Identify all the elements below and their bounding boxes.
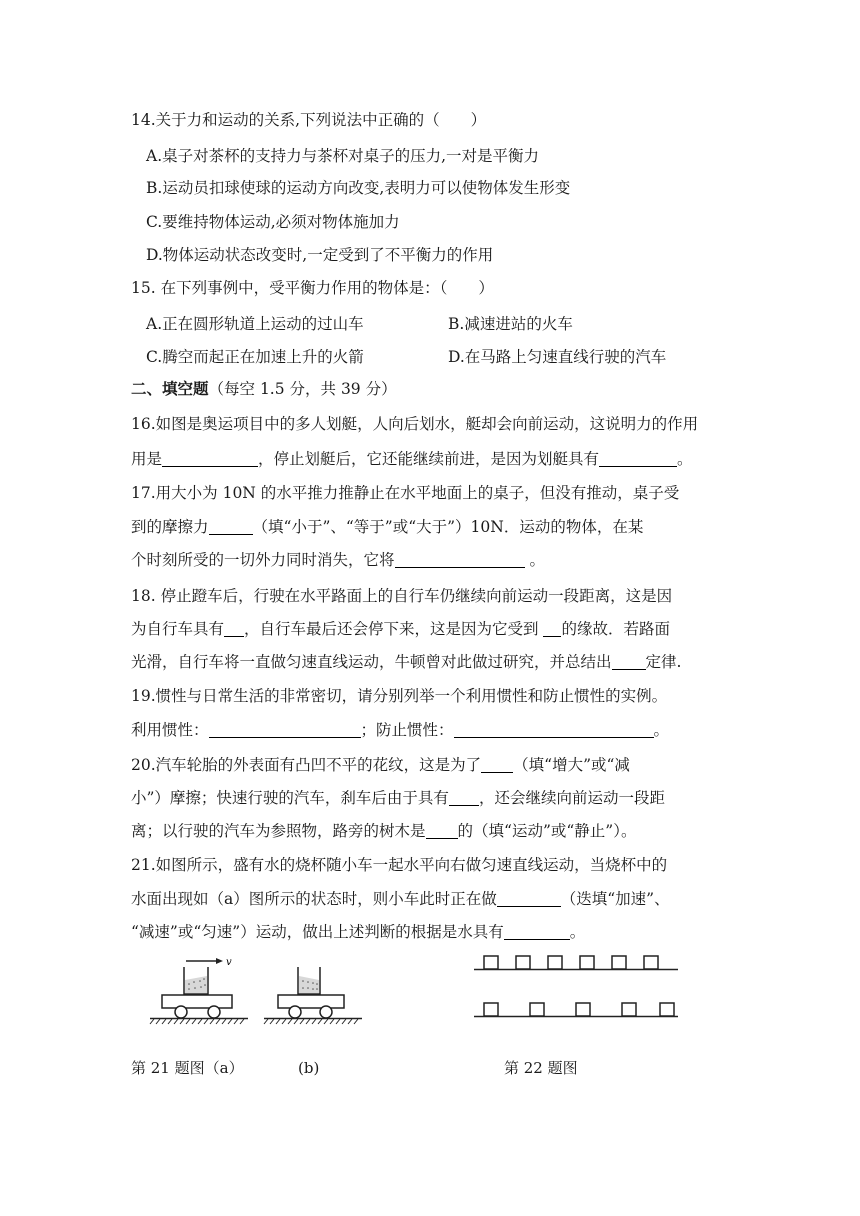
- q14-option-b: B.运动员扣球使球的运动方向改变,表明力可以使物体发生形变: [146, 179, 571, 197]
- q19-line1: 19.惯性与日常生活的非常密切，请分别列举一个利用惯性和防止惯性的实例。: [131, 687, 668, 705]
- q20-blank-1[interactable]: [481, 756, 513, 773]
- q17-text-d: 。: [524, 551, 545, 569]
- q19-line2: [131, 719, 669, 741]
- q21-text-c: “减速”或“匀速”）运动，做出上述判断的根据是水具有: [131, 923, 504, 941]
- q18-text-c: 的缘故．若路面: [561, 620, 670, 638]
- q19-text-a: 利用惯性：: [131, 721, 209, 739]
- q21-line3: [131, 921, 585, 943]
- q16-text-a: 用是: [131, 450, 163, 468]
- q15-stem: 15. 在下列事例中，受平衡力作用的物体是：（ ）: [131, 279, 494, 297]
- q17-line1: 17.用大小为 10N 的水平推力推静止在水平地面上的桌子，但没有推动，桌子受: [131, 484, 680, 502]
- q17-text-c: 个时刻所受的一切外力同时消失，它将: [131, 551, 395, 569]
- q21-line1: 21.如图所示，盛有水的烧杯随小车一起水平向右做匀速直线运动，当烧杯中的: [131, 856, 668, 874]
- q16-line1: 16.如图是奥运项目中的多人划艇，人向后划水，艇却会向前运动，这说明力的作用: [131, 415, 699, 433]
- q19-text-b: ；防止惯性：: [360, 721, 454, 739]
- caption-22: 第 22 题图: [504, 1059, 578, 1077]
- q16-line2: [131, 448, 693, 470]
- q16-blank-2[interactable]: [599, 450, 677, 467]
- q18-text-d: 光滑，自行车将一直做匀速直线运动，牛顿曾对此做过研究，并总结出: [131, 653, 612, 671]
- q16-text-b: ，停止划艇后，它还能继续前进，是因为划艇具有: [258, 450, 600, 468]
- q14-option-d: D.物体运动状态改变时,一定受到了不平衡力的作用: [146, 246, 494, 264]
- q18-line1: 18. 停止蹬车后，行驶在水平路面上的自行车仍继续向前运动一段距离，这是因: [131, 587, 673, 605]
- q18-line3: [131, 651, 681, 673]
- q16-blank-1[interactable]: [162, 450, 258, 467]
- q17-line2: [131, 516, 643, 538]
- velocity-label: v: [226, 957, 232, 968]
- q14-option-a: A.桌子对茶杯的支持力与茶杯对桌子的压力,一对是平衡力: [146, 147, 540, 165]
- q18-text-b: ，自行车最后还会停下来，这是因为它受到: [244, 620, 544, 638]
- q14-stem: 14.关于力和运动的关系,下列说法中正确的（ ）: [131, 111, 487, 129]
- q20-text-c: 小”）摩擦；快速行驶的汽车，刹车后由于具有: [131, 789, 449, 807]
- q15-option-c: C.腾空而起正在加速上升的火箭: [146, 348, 364, 366]
- q20-blank-3[interactable]: [426, 822, 458, 839]
- q18-text-e: 定律.: [645, 653, 682, 671]
- q14-option-c: C.要维持物体运动,必须对物体施加力: [146, 213, 400, 231]
- q20-line3: [131, 820, 636, 842]
- q17-line3: [131, 549, 545, 571]
- q18-blank-2[interactable]: [543, 620, 561, 637]
- caption-21b: (b): [298, 1059, 320, 1077]
- section-title: 二、填空题: [131, 379, 209, 398]
- figure-22: [472, 950, 684, 1026]
- q20-line1: [131, 754, 630, 776]
- q21-blank-2[interactable]: [504, 923, 570, 940]
- q20-line2: [131, 787, 665, 809]
- section-note: （每空 1.5 分，共 39 分）: [208, 380, 397, 398]
- q21-text-a: 水面出现如（a）图所示的状态时，则小车此时正在做: [131, 890, 497, 908]
- q20-text-b: （填“增大”或“减: [513, 756, 630, 774]
- q20-text-f: 的（填“运动”或“静止”）。: [457, 822, 637, 840]
- q19-blank-2[interactable]: [454, 721, 654, 738]
- q15-option-b: B.减速进站的火车: [448, 315, 573, 333]
- figure-21b: [262, 954, 366, 1030]
- q20-text-e: 离；以行驶的汽车为参照物，路旁的树木是: [131, 822, 426, 840]
- caption-21a: 第 21 题图（a）: [131, 1059, 244, 1077]
- q17-blank-1[interactable]: [209, 518, 253, 535]
- q20-text-d: ，还会继续向前运动一段距: [478, 789, 665, 807]
- q19-text-c: 。: [653, 721, 670, 739]
- q21-line2: [131, 888, 670, 910]
- q16-text-c: 。: [677, 450, 693, 468]
- q21-text-d: 。: [569, 923, 586, 941]
- figure-21a: [148, 954, 258, 1030]
- q18-blank-3[interactable]: [612, 653, 646, 670]
- q21-blank-1[interactable]: [497, 890, 561, 907]
- q18-text-a: 为自行车具有: [131, 620, 225, 638]
- q15-option-d: D.在马路上匀速直线行驶的汽车: [448, 348, 667, 366]
- q20-text-a: 20.汽车轮胎的外表面有凸凹不平的花纹，这是为了: [131, 756, 482, 774]
- q18-blank-1[interactable]: [224, 620, 244, 637]
- q15-option-a: A.正在圆形轨道上运动的过山车: [146, 315, 364, 333]
- q17-blank-2[interactable]: [395, 551, 525, 568]
- q17-text-a: 到的摩擦力: [131, 518, 209, 536]
- q17-text-b: （填“小于”、“等于”或“大于”）10N．运动的物体，在某: [252, 518, 644, 536]
- section-heading: [131, 378, 397, 400]
- q18-line2: [131, 618, 670, 640]
- q19-blank-1[interactable]: [209, 721, 361, 738]
- q21-text-b: （迭填“加速”、: [560, 890, 670, 908]
- q20-blank-2[interactable]: [449, 789, 479, 806]
